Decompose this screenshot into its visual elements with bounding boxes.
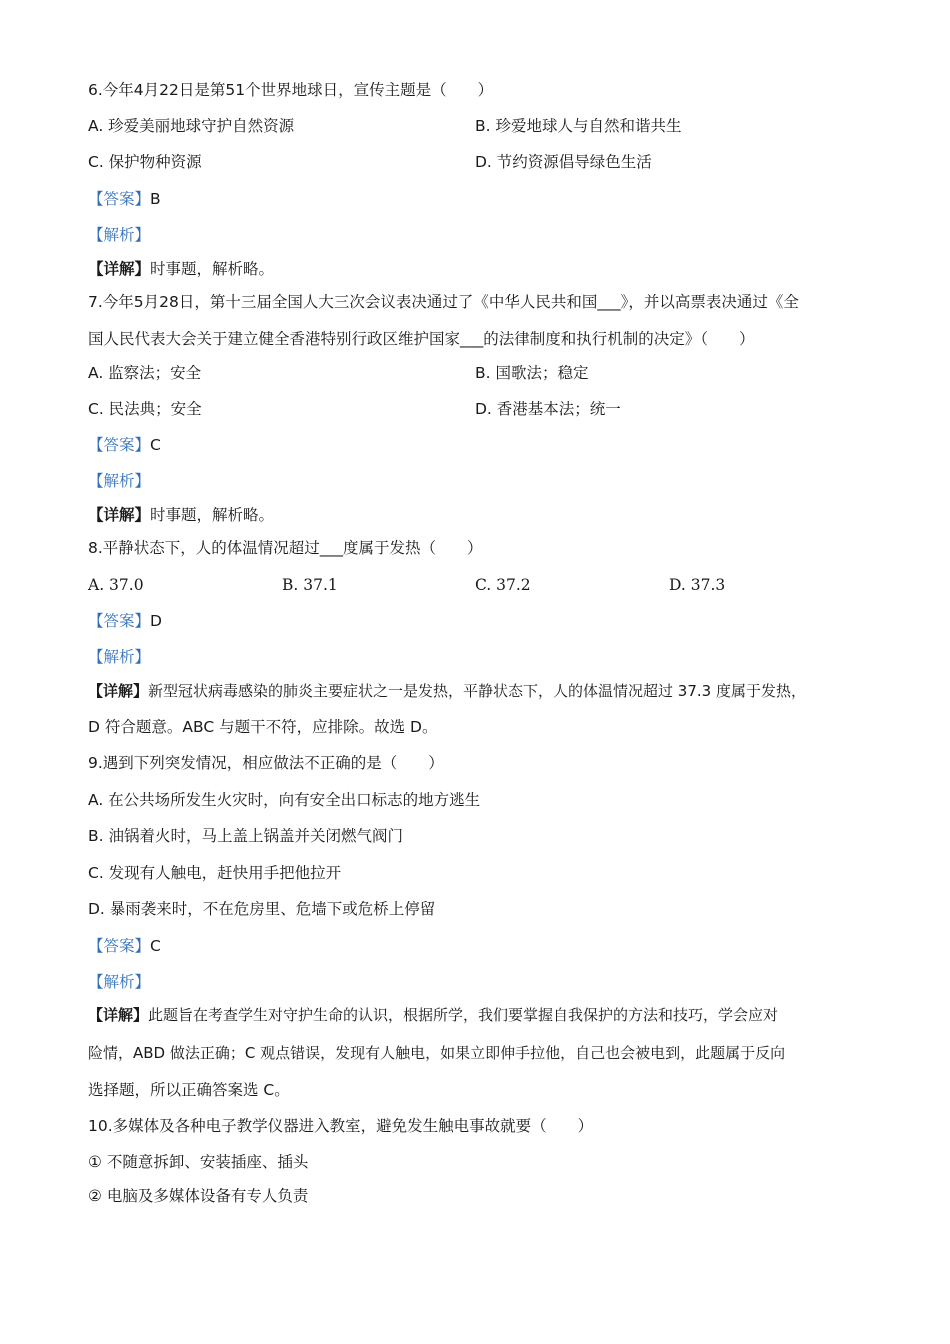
q9-detail-line-1 [88, 1004, 778, 1026]
q9-answer [88, 935, 161, 957]
q6-analysis-tag: 【解析】 [88, 226, 151, 244]
q10-stem: 10.多媒体及各种电子教学仪器进入教室，避免发生触电事故就要（ ） [88, 1117, 594, 1135]
q9-detail-line-2: 险情，ABD 做法正确；C 观点错误，发现有人触电，如果立即伸手拉他，自己也会被电到，此题属于反向 [88, 1044, 786, 1062]
q8-stem: 8.平静状态下，人的体温情况超过___度属于发热（ ） [88, 539, 483, 557]
q8-detail-line-2: D 符合题意。ABC 与题干不符，应排除。故选 D。 [88, 718, 438, 736]
q8-option-c: C. 37.2 [475, 576, 531, 594]
q8-option-d: D. 37.3 [669, 576, 726, 594]
q9-option-a: A. 在公共场所发生火灾时，向有安全出口标志的地方逃生 [88, 791, 481, 809]
answer-value: C [150, 937, 161, 955]
q10-item-2: ② 电脑及多媒体设备有专人负责 [88, 1187, 309, 1205]
q9-analysis-tag: 【解析】 [88, 973, 151, 991]
q7-stem-line-2: 国人民代表大会关于建立健全香港特别行政区维护国家___的法律制度和执行机制的决定》（ ） [88, 330, 755, 348]
answer-tag: 【答案】 [88, 612, 151, 630]
q6-option-d: D. 节约资源倡导绿色生活 [475, 153, 652, 171]
detail-text: 此题旨在考查学生对守护生命的认识，根据所学，我们要掌握自我保护的方法和技巧，学会应对 [148, 1006, 779, 1024]
answer-value: B [150, 190, 161, 208]
answer-value: D [150, 612, 162, 630]
detail-tag: 【详解】 [88, 260, 151, 278]
detail-text: 时事题，解析略。 [150, 260, 275, 278]
q9-detail-line-3: 选择题，所以正确答案选 C。 [88, 1081, 290, 1099]
q7-option-a: A. 监察法；安全 [88, 364, 202, 382]
q7-option-c: C. 民法典；安全 [88, 400, 202, 418]
answer-tag: 【答案】 [88, 436, 151, 454]
answer-tag: 【答案】 [88, 937, 151, 955]
detail-tag: 【详解】 [88, 682, 149, 700]
detail-tag: 【详解】 [88, 506, 151, 524]
answer-tag: 【答案】 [88, 190, 151, 208]
q6-option-b: B. 珍爱地球人与自然和谐共生 [475, 117, 682, 135]
answer-value: C [150, 436, 161, 454]
q6-option-c: C. 保护物种资源 [88, 153, 202, 171]
detail-tag: 【详解】 [88, 1006, 149, 1024]
q7-analysis-tag: 【解析】 [88, 472, 151, 490]
detail-text: 时事题，解析略。 [150, 506, 275, 524]
q6-detail [88, 258, 274, 280]
q7-option-d: D. 香港基本法；统一 [475, 400, 621, 418]
q9-option-d: D. 暴雨袭来时，不在危房里、危墙下或危桥上停留 [88, 900, 436, 918]
q8-option-a: A. 37.0 [88, 576, 144, 594]
detail-text: 新型冠状病毒感染的肺炎主要症状之一是发热，平静状态下，人的体温情况超过 37.3 度属于发热， [148, 682, 806, 700]
q6-option-a: A. 珍爱美丽地球守护自然资源 [88, 117, 295, 135]
q8-analysis-tag: 【解析】 [88, 648, 151, 666]
q7-option-b: B. 国歌法；稳定 [475, 364, 589, 382]
q8-answer [88, 610, 162, 632]
q8-detail-line-1 [88, 680, 806, 702]
q6-answer [88, 188, 161, 210]
q7-stem-line-1: 7.今年5月28日，第十三届全国人大三次会议表决通过了《中华人民共和国___》，并以高票表决通过《全 [88, 293, 799, 311]
q9-option-b: B. 油锅着火时，马上盖上锅盖并关闭燃气阀门 [88, 827, 403, 845]
q6-stem: 6.今年4月22日是第51个世界地球日，宣传主题是（ ） [88, 81, 494, 99]
q7-detail [88, 504, 274, 526]
q8-option-b: B. 37.1 [282, 576, 338, 594]
q9-option-c: C. 发现有人触电，赶快用手把他拉开 [88, 864, 342, 882]
q9-stem: 9.遇到下列突发情况，相应做法不正确的是（ ） [88, 754, 444, 772]
q10-item-1: ① 不随意拆卸、安装插座、插头 [88, 1153, 309, 1171]
q7-answer [88, 434, 161, 456]
